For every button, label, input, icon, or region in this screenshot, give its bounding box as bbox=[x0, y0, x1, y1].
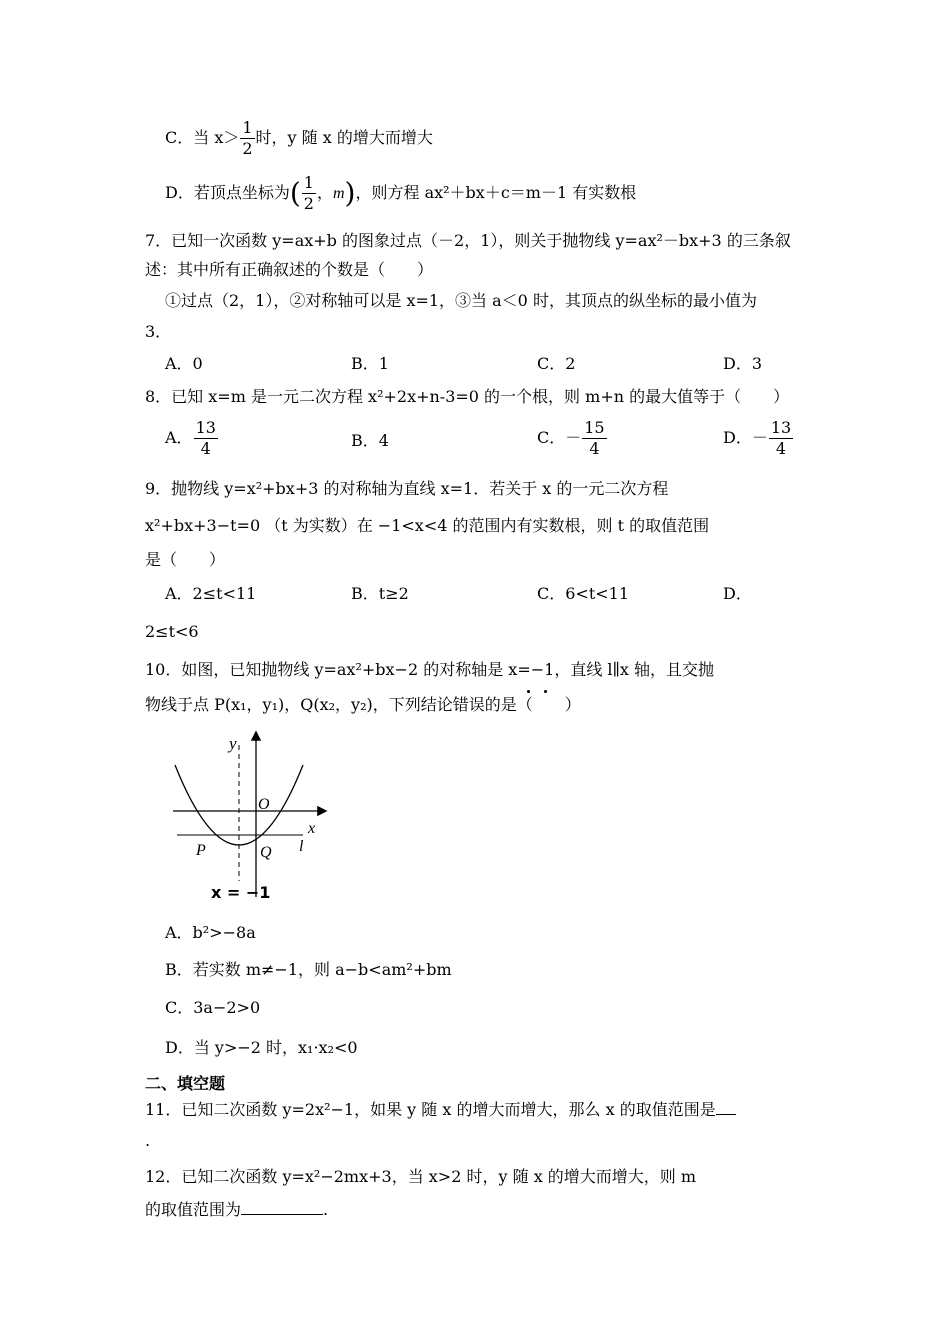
fraction: $\frac{13}{4}$ bbox=[195, 418, 216, 458]
parabola-figure bbox=[165, 725, 335, 905]
q10-option-b: B．若实数 m≠−1，则 a−b<am²+bm bbox=[165, 960, 452, 979]
q9-option-c: C．6<t<11 bbox=[537, 584, 630, 603]
origin-label: O bbox=[258, 796, 270, 813]
emphasis-dot bbox=[527, 690, 530, 693]
q7-stem-line4: 3． bbox=[145, 322, 172, 341]
q7-option-d: D．3 bbox=[723, 354, 763, 373]
q6-option-c: C．当 x＞ $\frac{1}{2}$ 时，y 随 x 的增大而增大 bbox=[165, 118, 433, 158]
q9-stem-line3: 是（ ） bbox=[145, 550, 226, 569]
symmetry-axis-label: x = −1 bbox=[211, 883, 271, 902]
q11-stem-end: . bbox=[145, 1131, 151, 1150]
answer-blank[interactable] bbox=[716, 1098, 736, 1115]
q7-option-c: C．2 bbox=[537, 354, 576, 373]
q10-option-c: C．3a−2>0 bbox=[165, 998, 261, 1017]
q9-stem-line2: x²+bx+3−t=0 （t 为实数）在 −1<x<4 的范围内有实数根，则 t 的取值范围 bbox=[145, 516, 710, 535]
fraction: $\frac{13}{4}$ bbox=[770, 418, 792, 458]
q9-option-d-value: 2≤t<6 bbox=[145, 622, 199, 641]
answer-blank[interactable] bbox=[241, 1198, 323, 1215]
q7-stem-line1: 7．已知一次函数 y=ax+b 的图象过点（－2，1），则关于抛物线 y=ax²－bx+3 的三条叙 bbox=[145, 231, 791, 250]
q7-option-b: B．1 bbox=[351, 354, 389, 373]
q9-option-a: A．2≤t<11 bbox=[165, 584, 257, 603]
fraction: $\frac{15}{4}$ bbox=[584, 418, 605, 458]
q8-option-d: D．－ $\frac{13}{4}$ bbox=[723, 418, 792, 458]
q10-option-a: A．b²>−8a bbox=[165, 923, 256, 942]
q7-option-a: A．0 bbox=[165, 354, 203, 373]
q10-stem-line1: 10．如图，已知抛物线 y=ax²+bx−2 的对称轴是 x=−1，直线 l∥x 轴，且交抛 bbox=[145, 660, 715, 679]
line-l-label: l bbox=[299, 838, 304, 855]
q7-stem-line3: ①过点（2，1），②对称轴可以是 x=1，③当 a＜0 时，其顶点的纵坐标的最小值为 bbox=[165, 291, 757, 310]
q6-option-d: D．若顶点坐标为( $\frac{1}{2}$ ，m)，则方程 ax²＋bx＋c＝m－1 有实数根 bbox=[165, 173, 637, 213]
y-label: y bbox=[229, 734, 237, 753]
q9-stem-line1: 9．抛物线 y=x²+bx+3 的对称轴为直线 x=1．若关于 x 的一元二次方程 bbox=[145, 479, 669, 498]
x-label: x bbox=[308, 820, 316, 837]
q7-stem-line2: 述：其中所有正确叙述的个数是（ ） bbox=[145, 260, 434, 279]
q9-option-d: D． bbox=[723, 584, 752, 603]
q10-option-d: D．当 y>−2 时，x₁·x₂<0 bbox=[165, 1038, 358, 1057]
point-q-label: Q bbox=[260, 844, 272, 861]
fraction: $\frac{1}{2}$ bbox=[242, 118, 253, 158]
q8-option-c: C．－ $\frac{15}{4}$ bbox=[537, 418, 605, 458]
emphasis-dot bbox=[544, 690, 547, 693]
q12-stem-line1: 12．已知二次函数 y=x²−2mx+3，当 x>2 时，y 随 x 的增大而增大，则 m bbox=[145, 1167, 697, 1186]
q8-option-b: B．4 bbox=[351, 431, 389, 450]
q9-option-b: B．t≥2 bbox=[351, 584, 409, 603]
fraction: $\frac{1}{2}$ bbox=[303, 173, 314, 213]
section-heading: 二、填空题 bbox=[145, 1074, 226, 1093]
point-p-label: P bbox=[196, 842, 206, 859]
q8-option-a: A． $\frac{13}{4}$ bbox=[165, 418, 216, 458]
q11-stem: 11．已知二次函数 y=2x²−1，如果 y 随 x 的增大而增大，那么 x 的取值范围是 bbox=[145, 1098, 736, 1121]
q8-stem: 8．已知 x=m 是一元二次方程 x²+2x+n-3=0 的一个根，则 m+n 的最大值等于（ ） bbox=[145, 387, 790, 406]
q12-stem-line2: 的取值范围为 . bbox=[145, 1200, 329, 1219]
q10-stem-line2: 物线于点 P(x₁，y₁)，Q(x₂，y₂)，下列结论错误的是（ ） bbox=[145, 695, 581, 714]
